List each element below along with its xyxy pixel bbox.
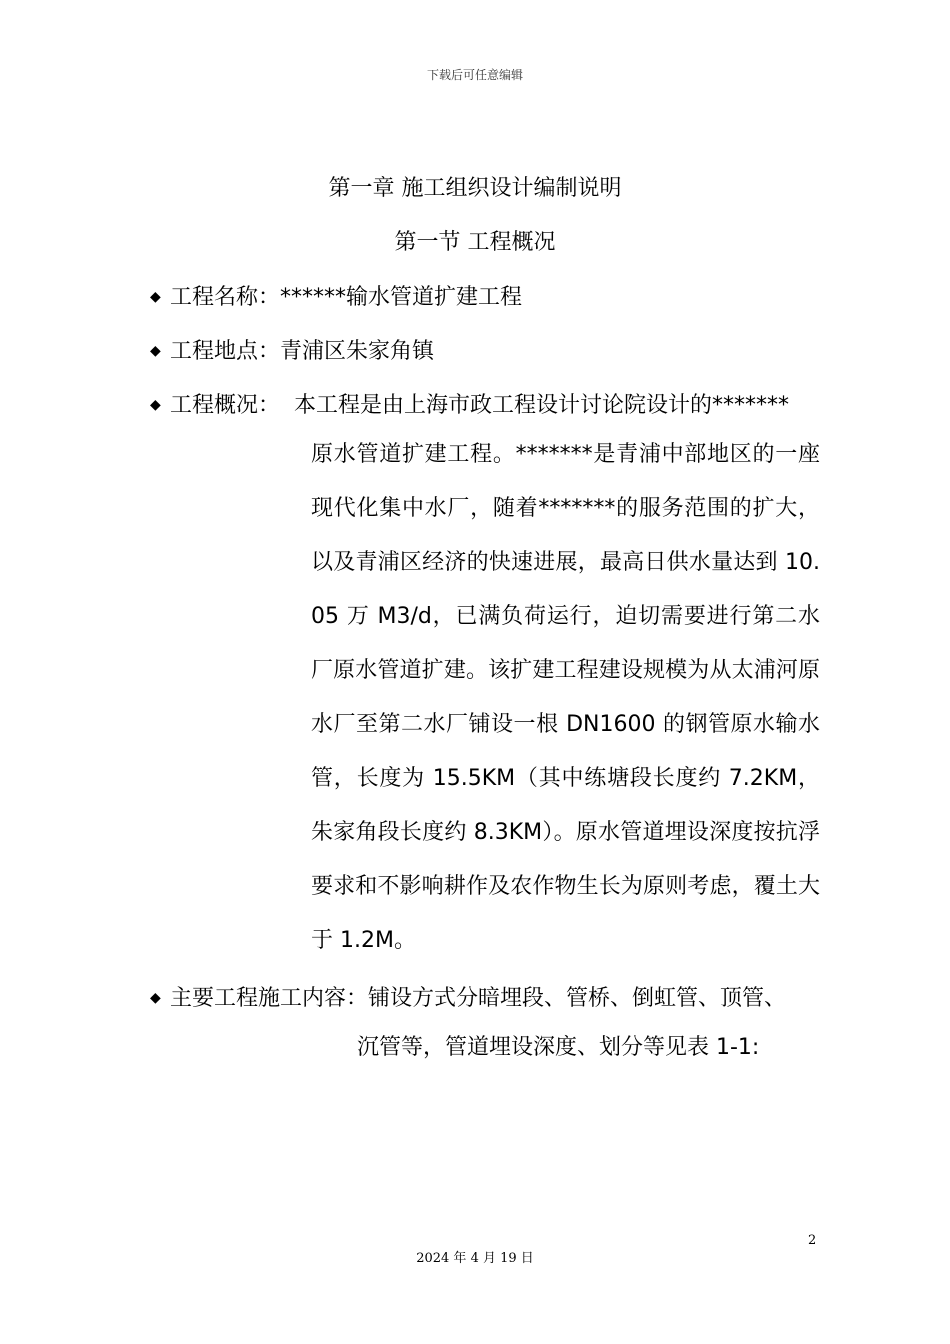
overview-paragraph: 原水管道扩建工程。*******是青浦中部地区的一座现代化集中水厂，随着*******的服务范围的扩大，以及青浦区经济的快速进展，最高日供水量达到 10.05 万 M3/d，已满负荷运行，迫切需要进行第二水厂原水管道扩建。该扩建工程建设规模为从太浦河原水厂至第二水厂铺设一根 DN1600 的钢管原水输水管，长度为 15.5KM（其中练塘段长度约 7.2KM，朱家角段长度约 8.3KM）。原水管道埋设深度按抗浮要求和不影响耕作及农作物生长为原则考虑，覆土大于 1.2M。 [311,442,820,953]
item-label: 工程地点： [170,339,281,364]
item-main-works [150,983,830,1014]
diamond-bullet-icon: ◆ [150,397,161,413]
item-text-first-line: 本工程是由上海市政工程设计讨论院设计的******* [294,393,790,418]
chapter-title: 第一章 施工组织设计编制说明 [328,176,622,201]
item-project-overview [150,390,830,421]
item-project-location [150,336,830,367]
item-project-name [150,282,830,313]
diamond-bullet-icon: ◆ [150,343,161,359]
page-number: 2 [808,1233,817,1248]
item-label: 工程概况： [170,393,281,418]
header-note: 下载后可任意编辑 [426,68,523,82]
section-title: 第一节 工程概况 [394,230,556,255]
footer-date: 2024 年 4 月 19 日 [416,1251,534,1266]
item-text-first-line: 铺设方式分暗埋段、管桥、倒虹管、顶管、 [368,986,787,1011]
item-text: ******输水管道扩建工程 [280,285,523,310]
item-text: 青浦区朱家角镇 [280,339,435,364]
item-label: 工程名称： [170,285,281,310]
diamond-bullet-icon: ◆ [150,289,161,305]
diamond-bullet-icon: ◆ [150,990,161,1006]
item-label: 主要工程施工内容： [170,986,369,1011]
main-works-paragraph: 沉管等，管道埋设深度、划分等见表 1-1: [357,1035,760,1060]
